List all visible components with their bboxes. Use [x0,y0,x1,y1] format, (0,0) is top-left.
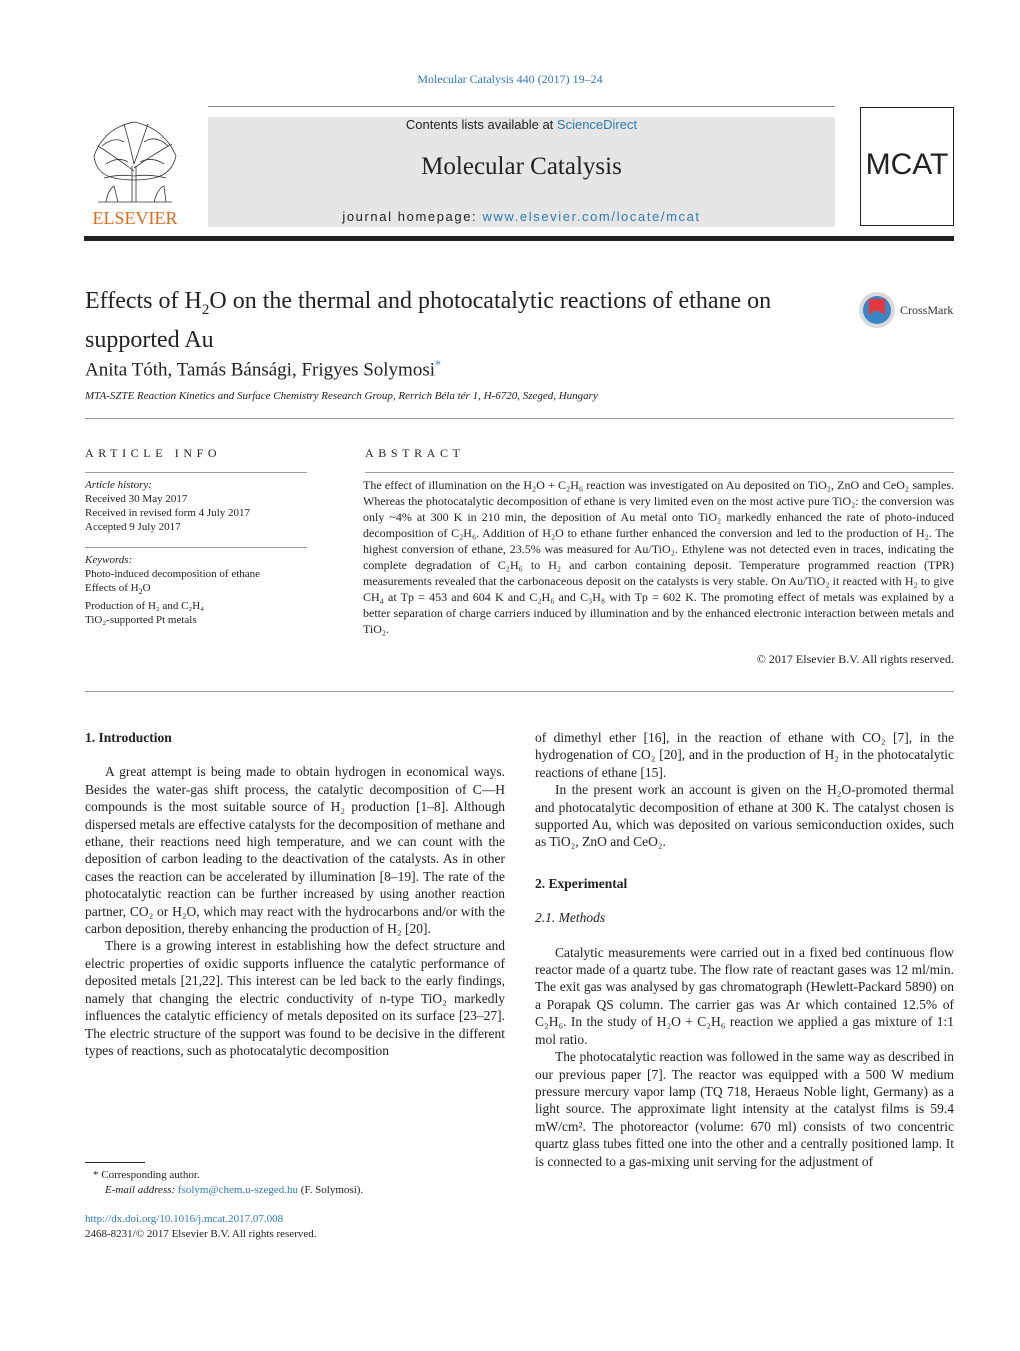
email-suffix: (F. Solymosi). [298,1183,364,1196]
issn-line: 2468-8231/© 2017 Elsevier B.V. All rights reserved. [85,1227,317,1240]
email-label: E-mail address: [105,1183,178,1196]
header-rule [208,106,835,107]
keyword: TiO₂-supported Pt metals [85,614,197,627]
keywords-label: Keywords: [85,554,133,566]
revised-date: Received in revised form 4 July 2017 [85,507,250,519]
contents-line [208,117,835,132]
body-left-column [85,729,505,1059]
keyword: Photo-induced decomposition of ethane [85,568,261,580]
paragraph: of dimethyl ether [16], in the reaction of ethane with CO₂ [7], in the hydrogenation of CO₂ [20], and in the production of H₂ in the photocatalytic reactions of ethane [15]. [535,730,954,780]
subsection-heading: 2.1. Methods [535,910,606,926]
divider [85,418,954,419]
section-heading: 1. Introduction [85,730,172,745]
abstract-copyright: © 2017 Elsevier B.V. All rights reserved. [756,652,954,666]
affiliation: MTA-SZTE Reaction Kinetics and Surface Chemistry Research Group, Rerrich Béla tér 1, H-6720, Szeged, Hungary [85,390,598,402]
homepage-link[interactable]: www.elsevier.com/locate/mcat [482,209,701,224]
doi-block [85,1212,317,1241]
corresponding-author-note: Corresponding author. [101,1169,200,1181]
article-title: Effects of $H_2O$ on the thermal and photocatalytic reactions of ethane on supported Au [85,288,772,353]
svg-text:ELSEVIER: ELSEVIER [92,208,178,228]
paragraph: Catalytic measurements were carried out in a fixed bed continuous flow reactor made of a quartz tube. The flow rate of reactant gases was 12 ml/min. The exit gas was analysed by gas chromatograph (Hewlett-Packard 5890) on a Porapak QS column. The carrier gas was Ar which contained 12.5% of C₂H₆. In the study of H₂O + C₂H₆ reaction we applied a gas mixture of 1:1 mol ratio. [535,944,954,1047]
section-heading: 2. Experimental [535,875,628,891]
divider [365,472,954,473]
journal-name: Molecular Catalysis [421,153,622,180]
paragraph: The photocatalytic reaction was followed in the same way as described in our previous paper [7]. The reactor was equipped with a 500 W medium pressure mercury vapor lamp (TQ 718, Heraeus Noble light, Germany) as a light source. The approximate light intensity at the catalyst films is 59.4 mW/cm². The photoreactor (volume: 670 ml) consists of two concentric quartz glass tubes fitted one into the other and a centrally positioned lamp. It is connected to a gas-mixing unit serving for the adjustment of [535,1049,954,1169]
journal-cover[interactable] [860,107,954,226]
footnote-rule [85,1162,145,1163]
keywords [85,553,307,627]
history-label: Article history: [85,479,152,491]
homepage-prefix: journal homepage: [342,209,483,224]
footnote-mark: * [93,1169,99,1181]
divider [85,472,307,473]
cover-title: MCAT [865,148,949,181]
footnote [85,1168,505,1197]
author-list: Anita Tóth, Tamás Bánsági, Frigyes Solymosi* [85,357,441,381]
email-link[interactable]: fsolym@chem.u-szeged.hu [177,1183,299,1196]
doi-link[interactable]: http://dx.doi.org/10.1016/j.mcat.2017.07.008 [85,1213,284,1225]
journal-banner [208,117,835,227]
abstract-text: The effect of illumination on the H₂O + C₂H₆ reaction was investigated on Au deposited on TiO₂, ZnO and CeO₂ samples. Whereas the photocatalytic decomposition of ethane is very limited even on the most active pure TiO₂: the conversion was only ~4% at 300 K in 210 min, the deposition of Au metal onto TiO₂ markedly enhanced the rate of photo-induced decomposition of C₂H₆. Addition of H₂O to ethane further enhanced the conversion and led to the production of H₂. The highest conversion of ethane, 23.5% was measured for Au/TiO₂. Ethylene was not detected even in traces, indicating the complete degradation of C₂H₆ to H₂ and carbon containing deposit. Temperature programmed reaction (TPR) measurements revealed that the carbonaceous deposit on the catalysts is very stable. On Au/TiO₂ it reacted with H₂ to give CH₄ at Tp = 453 and 604 K and C₂H₆ and C₃H₈ with Tp = 602 K. The promoting effect of metals was explained by a better separation of charge carriers induced by illumination and by the enhanced electronic interaction between metals and TiO₂. [363,478,954,636]
homepage-line [208,209,835,224]
paragraph: In the present work an account is given on the H₂O-promoted thermal and photocatalytic decomposition of ethane at 300 K. The catalyst chosen is supported Au, which was deposited on various semiconduction oxides, such as TiO₂, ZnO and CeO₂. [535,782,954,850]
journal-reference-link[interactable]: Molecular Catalysis 440 (2017) 19–24 [417,72,603,86]
divider [85,691,954,692]
corresponding-author-mark[interactable]: * [435,357,441,371]
article-history [85,478,307,534]
received-date: Received 30 May 2017 [85,493,188,505]
contents-prefix: Contents lists available at [405,117,557,132]
divider [85,547,307,548]
body-right-column [535,729,954,1170]
crossmark-badge[interactable] [858,291,958,331]
keyword: Effects of $H_2O$ [85,582,151,597]
elsevier-tree-icon [84,116,186,228]
paragraph: A great attempt is being made to obtain hydrogen in economical ways. Besides the water-gas shift process, the catalytic decomposition of C—H compounds is the most suitable source of H₂ production [1–8]. Although dispersed metals are effective catalysts for the decomposition of methane and ethane, their reactions need high temperature, and we can count with the deposition of carbon leading to the deactivation of the catalysts. As in other cases the reaction can be accelerated by illumination [8–19]. The rate of the photocatalytic reaction can be further increased by using another reaction partner, CO₂ or H₂O, which may react with the hydrocarbons and/or with the carbon deposition, thereby enhancing the production of H₂ [20]. [85,764,505,937]
keyword: Production of H₂ and C₂H₄ [85,600,205,613]
abstract-heading: ABSTRACT [365,446,465,460]
crossmark-icon [858,291,898,331]
accepted-date: Accepted 9 July 2017 [85,521,181,533]
sciencedirect-link[interactable]: ScienceDirect [556,117,638,132]
crossmark-label: CrossMark [900,303,954,317]
article-info-heading: ARTICLE INFO [85,446,222,460]
elsevier-logo [84,116,186,228]
paragraph: There is a growing interest in establishing how the defect structure and electric properties of oxidic supports influence the catalytic performance of deposited metals [21,22]. This interest can be led back to the early findings, namely that changing the electric conductivity of n-type TiO₂ markedly influences the catalytic efficiency of metals deposited on its surface [23–27]. The electric structure of the support was found to be decisive in the different types of reactions, such as photocatalytic decomposition [85,938,505,1058]
header-divider [84,236,954,241]
